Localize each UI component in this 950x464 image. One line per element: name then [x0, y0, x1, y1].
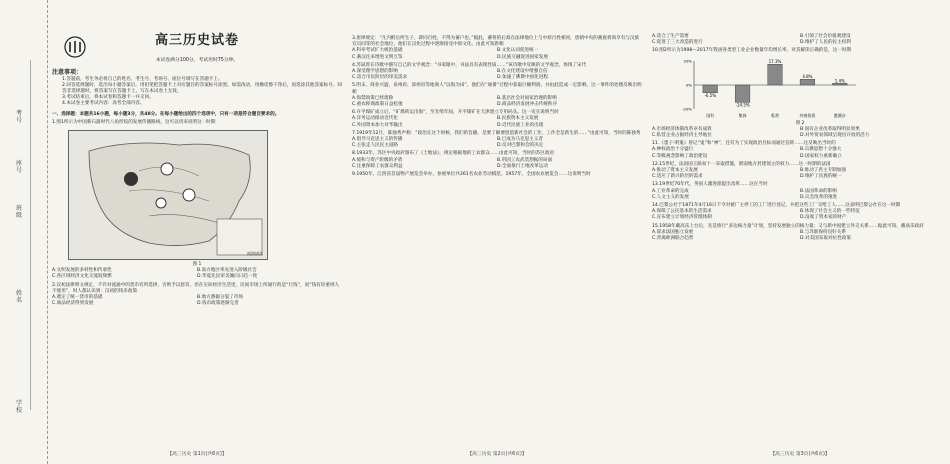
- q6-option-c: C.外国资本加大对华输出: [352, 122, 403, 128]
- q4-option-a: A.深受理学思想的影响: [352, 69, 398, 75]
- page-3-footer: 【高三历史 第3页(共6页)】: [770, 451, 830, 457]
- notice-4: 4.本试卷主要考试内容：高考全部内容。: [62, 101, 145, 107]
- question-11: 11.《墨子·明鬼》曾记“鬼”和“神”，还有为了实现政治目标而通过信仰……这反映出当时的: [652, 141, 836, 147]
- q10-option-c: C.私营企业占据经济主导地位: [652, 133, 712, 139]
- q7-option-d: D.反对巴黎和会的决定: [497, 143, 544, 149]
- q9-option-c: C.促进了三大改造的进行: [652, 40, 703, 46]
- bar-value-label: 17.3%: [768, 58, 782, 64]
- bar-国有: [703, 85, 718, 93]
- question-2: 2.汉初法律明文规定，不许对流通中的货币有所选择，否则予以惩罚。但在实际经济生活里，民间市场上所通行的是“行钱”，而“钱有轻重则人不使用”，时人都认识到：汉初的钱币政策: [52, 282, 340, 294]
- question-15-options: [652, 230, 948, 242]
- category-label: 港澳台: [833, 112, 846, 118]
- binding-line: [30, 60, 31, 410]
- page-2-questions: [352, 36, 642, 178]
- question-5: 5.明末，商业兴盛，泉州府、漳州府等地商人“以海为田”，他们在“通番”过程中获取巨额利润，并由此造成一定影响，这一事件的处理反映出明朝: [352, 83, 642, 95]
- bar-港澳台: [833, 83, 848, 85]
- bar-value-label: 1.4%: [834, 77, 845, 83]
- page-2: [352, 0, 642, 464]
- exam-info: 本试卷满分100分，考试用时75分钟。: [155, 58, 239, 64]
- q4-option-b: B.在文化建设中增强自信: [497, 69, 548, 75]
- q14-option-a: A.保障了公民基本的生活需求: [652, 209, 712, 215]
- notice-1: 1.答题前，考生务必将自己的姓名、考生号、考场号、座位号填写在答题卡上。: [62, 76, 223, 82]
- q1-option-c: C.各区域经济文化交流较频繁: [52, 274, 112, 280]
- question-12-options: [652, 168, 948, 180]
- question-9: 9.1950年，江西省首届物产展览会举办，参展单位共261名农业劳动模范。1957年，全国农业展览会……这说明当时: [352, 172, 591, 178]
- q3-option-d: D.民族交融促进国家发展: [497, 54, 548, 60]
- q2-option-b: B.地方割据分裂了市场: [197, 295, 243, 301]
- q15-option-b: B.与苏联保持良好关系: [800, 229, 846, 235]
- question-3-options: [352, 48, 642, 60]
- q11-option-b: B.宗教思想十分强大: [800, 147, 842, 153]
- bar-私营: [768, 64, 783, 85]
- q1-option-b: B.南方地区率先进入阶级社会: [197, 268, 257, 274]
- y-tick-label: -20%: [682, 106, 692, 112]
- question-6: 6.开平煤矿成立后，“矿煤转运出海”，至光绪年间，开平煤矿在天津建立专用码头。这一史实说明当时: [352, 110, 559, 116]
- school-label: 学校: [16, 400, 23, 414]
- q2-option-d: D.钱币政策逐渐完善: [197, 301, 239, 307]
- page-3: [652, 0, 948, 464]
- bar-外商投资: [800, 79, 815, 85]
- figure-1-caption: 图 1: [192, 262, 202, 268]
- q8-option-c: C.注重保障工农群众利益: [352, 163, 403, 169]
- q6-option-b: B.民族资本主义发展: [497, 116, 539, 122]
- q2-option-c: C.商品经济得到发展: [52, 301, 94, 307]
- category-label: 私营: [771, 112, 779, 118]
- q7-option-b: B.已成为马克思主义者: [497, 137, 543, 143]
- exam-logo-icon: [64, 36, 86, 58]
- question-14: 14.巴黎公社于1871年4月16日下令对被厂主停工的工厂进行登记，并把这些工厂交给工人……这表明巴黎公社在这一时期: [652, 203, 901, 209]
- question-12: 12.15世纪，法国国王路易十一采取措施，削弱地方封建领主的权力……这一时期的法国: [652, 161, 831, 167]
- section-heading: 一、选择题：本题共16小题，每小题3分，共48分。在每小题给出的四个选项中，只有一项是符合题目要求的。: [52, 111, 280, 117]
- page-2-footer: 【高三历史 第2页(共6页)】: [467, 451, 527, 457]
- category-label: 国有: [706, 112, 715, 118]
- q5-option-b: B.基层社会对国家治理的影响: [497, 95, 557, 101]
- notice-title: 注意事项：: [52, 69, 83, 77]
- q15-option-a: A.谋求法国独立发展: [652, 229, 694, 235]
- q2-option-a: A.奠定了统一货币的基础: [52, 295, 103, 301]
- q1-option-d: D.华夏先民审美倾向日趋一致: [197, 274, 258, 280]
- q5-option-d: D.商品经济发展冲击传统秩序: [497, 102, 558, 108]
- q12-option-b: B.推动了君主专制加强: [800, 168, 846, 174]
- q9-option-b: B.引领了社会价值观建设: [800, 34, 851, 39]
- question-1: 1.图1所示为中国新石器时代八角形纹的发展传播路线，这可以用来说明这一时期: [52, 119, 216, 125]
- q12-option-a: A.推动了资本主义发展: [652, 168, 698, 174]
- q10-option-b: B.国有企业改革取得明显效果: [800, 126, 860, 132]
- seat-number-label: 座号: [16, 160, 23, 174]
- china-map-graphic: [69, 131, 267, 259]
- page-1-footer: 【高三历史 第1页(共6页)】: [167, 451, 227, 457]
- q7-option-c: C.主张走人民民主道路: [352, 143, 399, 149]
- q12-option-c: C.适应了新兴阶层的需求: [652, 174, 703, 180]
- q4-option-c: C.适合市民阶层的审美需求: [352, 75, 408, 81]
- question-8-options: [352, 158, 642, 170]
- q6-option-a: A.洋务运动推动近代化: [352, 116, 398, 122]
- q13-option-d: D.议会改革的推进: [800, 194, 838, 200]
- figure-2-caption: 图 2: [795, 120, 805, 126]
- question-8: 8.1933年，苏区中央政府颁布了《土地法》，规定根据地的工农群众……由此可知，当时的苏区政府: [352, 151, 555, 157]
- q13-option-b: B.法国革命的影响: [800, 188, 837, 194]
- q7-option-a: A.倡导马克思主义的传播: [352, 137, 403, 143]
- page-1: [52, 0, 342, 464]
- exam-title: 高三历史试卷: [154, 33, 239, 48]
- q5-option-a: A.海禁政策已经废除: [352, 95, 394, 101]
- exam-number-label: 考号: [16, 110, 23, 124]
- q6-option-d: D.近代民族工业的出现: [497, 122, 544, 128]
- bar-value-label: -6.5%: [704, 92, 717, 98]
- binding-margin: [0, 0, 48, 464]
- name-label: 姓名: [16, 290, 23, 304]
- q14-option-c: C.宣布建立计划经济管理体制: [652, 215, 712, 221]
- question-13: 13.19世纪70年代，英国人激进派提出改革……这在当时: [652, 182, 768, 188]
- question-14-options: [652, 209, 948, 221]
- question-6-options: [352, 116, 642, 128]
- q14-option-b: B.体现了社会主义的一些特征: [800, 209, 860, 215]
- figure-2-chart: [672, 57, 862, 119]
- category-label: 集体: [738, 112, 747, 118]
- question-15: 15.1958年戴高乐上台后，先是推行“多边核力量”计划，坚持发展独立的核力量；又与新中国建立外交关系……据此可知，戴高乐政府: [652, 223, 924, 229]
- bar-value-label: -14.5%: [735, 102, 750, 108]
- q14-option-d: D.没收了资本家的财产: [800, 215, 847, 221]
- q11-option-a: A.神权政治十分盛行: [652, 147, 694, 153]
- q13-option-a: A.工业革命的完成: [652, 188, 689, 194]
- q9-option-d: D.维护了人民的民主权利: [800, 40, 851, 46]
- question-13-options: [652, 189, 948, 201]
- q3-option-c: C.蕃汉往来增进文明互鉴: [352, 54, 403, 60]
- figure-1-map: [68, 130, 268, 260]
- question-3: 3.唐律规定：“凡内附后所生子，即同百姓，不得为蕃户也。”据此，蕃将的后裔在法律地位上与中原百姓相同，唐朝中央的蕃族将领享有与汉族官员同等的社会地位，他们在汉化过程中逐渐接受中原文化。由此可知唐朝: [352, 36, 640, 48]
- q15-option-d: D.对美国采取对抗性政策: [800, 236, 851, 242]
- question-7-options: [352, 137, 642, 149]
- question-2-options: [52, 295, 342, 307]
- question-1-options: [52, 268, 342, 280]
- q11-option-d: D.国家权力重新确立: [800, 153, 842, 159]
- bar-集体: [735, 85, 750, 102]
- question-11-options: [652, 147, 948, 159]
- question-10: 10.图2所示为1998—2017年我国各类型工业企业数量年均增长率，对其解读正确的是，这一时期: [652, 48, 851, 54]
- notice-2: 2.回答选择题时，选出每小题答案后，用铅笔把答题卡上对应题目的答案标号涂黑。如需改动，用橡皮擦干净后，再选涂其他答案标号。回答非选择题时，将答案写在答题卡上。写在本试卷上无效。: [62, 82, 342, 95]
- q13-option-c: C.人文主义的发展: [652, 194, 689, 200]
- category-label: 外商投资: [799, 112, 816, 118]
- q5-option-c: C.重农抑商政策日益松弛: [352, 102, 403, 108]
- notice-3: 3.考试结束后，将本试卷和答题卡一并交回。: [62, 95, 154, 101]
- bar-value-label: 4.8%: [802, 73, 813, 79]
- question-5-options: [352, 96, 642, 108]
- q3-option-b: B.文化认同促进统一: [497, 48, 539, 54]
- q12-option-d: D.维护了民族的统一: [800, 174, 842, 180]
- q10-option-d: D.对外贸易领域呈现出开放的活力: [800, 133, 870, 139]
- y-tick-label: 0%: [685, 82, 692, 88]
- q10-option-a: A.市场经济体制改革卓有成效: [652, 126, 712, 132]
- question-4: 4.苏轼曾在诗歌中描写自己的文学观念：“书家眼中，书法具有表现性质……”该诗歌中反映的文学观念，体现了宋代: [352, 62, 587, 68]
- question-7: 7.1919年12月，陈独秀声称：“政治在这个时候，我们的旨趣，是要了解要创造新社会的工作，工作全是新生的……”由此可知，当时的陈独秀: [352, 130, 641, 136]
- question-9-options: [652, 34, 948, 46]
- map-inset-label: 南海诸岛: [247, 250, 263, 256]
- bar-chart-svg: [672, 57, 862, 119]
- q8-option-a: A.缓和与资产阶级的矛盾: [352, 157, 403, 163]
- q9-option-a: A.适合了生产需要: [652, 34, 689, 39]
- class-label: 班级: [16, 205, 23, 219]
- q15-option-c: C.背离欧洲联合趋势: [652, 236, 694, 242]
- q8-option-b: B.巩固工农武装割据的局面: [497, 157, 553, 163]
- question-4-options: [352, 69, 642, 81]
- y-tick-label: 20%: [683, 58, 692, 64]
- q8-option-d: D.全面推行土地改革运动: [497, 163, 548, 169]
- q4-option-d: D.加速了佛教中国化进程: [497, 75, 548, 81]
- q3-option-a: A.科举考试扩大统治基础: [352, 48, 403, 54]
- q1-option-a: A.文明发展的多样性和传承性: [52, 268, 112, 274]
- q11-option-c: C.等级观念影响了政治建设: [652, 153, 708, 159]
- question-10-options: [652, 127, 948, 139]
